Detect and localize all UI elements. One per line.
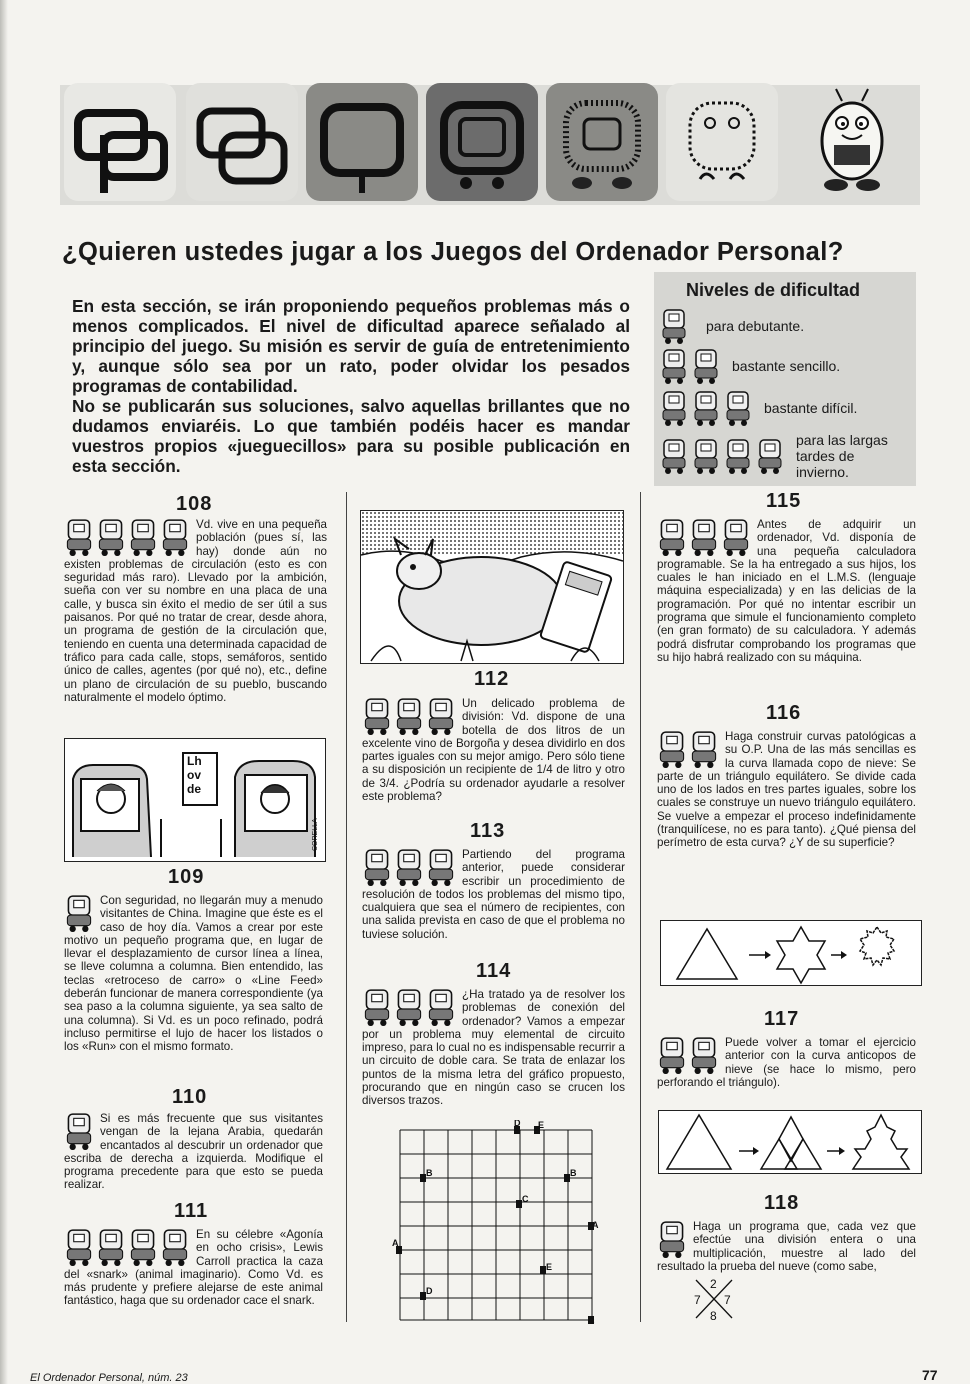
computer-bug-icon: [660, 348, 688, 384]
grid-point-label: A: [392, 1238, 399, 1248]
intro-paragraph-2: No se publicarán sus soluciones, salvo aquellas brillantes que no dudamos enviaréis. Lo que también podéis hacer es mandar vuestros propios «jueguecillos» para su posible publicación en esta sección.: [72, 396, 630, 476]
difficulty-3-icons: [657, 518, 751, 556]
problem-113-text: [362, 848, 625, 941]
problem-112-text: [362, 697, 625, 803]
computer-bug-icon: [64, 1112, 94, 1150]
computer-bug-icon: [64, 518, 94, 556]
level-4: [660, 432, 906, 480]
problem-text: Si es más frecuente que sus visitantes vengan de la lejana Arabia, quedarán encantados al descubrir un ordenador que escriba de derecha a izquierda. Modifique el programa precedente para que esto se pueda realizar.: [64, 1112, 323, 1192]
problem-110-text: [64, 1112, 323, 1192]
problem-118-number: 118: [764, 1192, 800, 1214]
problem-112-number: 112: [474, 668, 510, 690]
logo-morph-3-icon: [426, 83, 538, 201]
problem-115-text: [657, 518, 916, 664]
computer-bug-icon: [64, 894, 94, 932]
problem-109-text: [64, 894, 323, 1054]
difficulty-3-icons: [362, 988, 456, 1026]
grid-point-label: A: [592, 1220, 599, 1230]
computer-bug-icon: [689, 1036, 719, 1074]
computer-bug-icon: [660, 308, 688, 344]
computer-bug-icon: [721, 518, 751, 556]
computer-bug-icon: [657, 1036, 687, 1074]
problem-text: En su célebre «Agonía en ocho crisis», Lewis Carroll practica la caza del «snark» (animal imaginario). Como Vd. es más prudente y prefiere alejarse de este animal fantástico, haga que su ordenador cace el snark.: [64, 1228, 323, 1308]
problem-116-number: 116: [766, 702, 802, 724]
anti-snowflake-curve-figure: [658, 1110, 922, 1174]
cartoon-sign-line-1: Lh: [187, 754, 202, 768]
grid-point-label: E: [538, 1120, 545, 1130]
snark-calculator-illustration: [360, 510, 624, 664]
proof-bottom: 8: [710, 1309, 717, 1322]
column-divider: [640, 492, 641, 1322]
problem-114-number: 114: [476, 960, 512, 982]
computer-bug-icon: [657, 730, 687, 768]
computer-bug-icon: [657, 1220, 687, 1258]
computer-bug-icon: [724, 390, 752, 426]
computer-bug-icon: [394, 697, 424, 735]
difficulty-4-icons: [64, 518, 190, 556]
level-3: [660, 390, 857, 426]
grid-point-label: E: [546, 1262, 553, 1272]
difficulty-3-icons: [362, 697, 456, 735]
page-number: 77: [922, 1367, 938, 1383]
problem-110-number: 110: [172, 1086, 208, 1108]
problem-108-text: [64, 518, 327, 704]
computer-bug-icon: [657, 518, 687, 556]
logo-morph-1-icon: [186, 83, 298, 201]
proof-left: 7: [694, 1293, 701, 1307]
proof-of-nine-cross: [690, 1276, 738, 1322]
traffic-cartoon-illustration: [64, 738, 326, 862]
level-label: bastante difícil.: [764, 400, 858, 416]
problem-115-number: 115: [766, 490, 802, 512]
difficulty-1-icons: [64, 894, 94, 932]
grid-point-label: D: [426, 1286, 433, 1296]
problem-text: Haga un programa que, cada vez que efectúe una división entera o una multiplicación, muestre al lado del resultado la prueba del nueve (como sabe,: [657, 1220, 916, 1273]
cartoon-sign-line-2: ov: [187, 768, 202, 782]
problem-111-number: 111: [174, 1200, 209, 1222]
grid-point-label: D: [514, 1120, 521, 1128]
problem-text: Con seguridad, no llegarán muy a menudo visitantes de China. Imagine que éste es el caso de hoy día. Vamos a crear por este motivo un pequeño programa que, en lugar de llevar el desplazamiento de cursor línea a línea, se lleve columna a columna. Bien entendido, las teclas «retroceso de carro» o «Line Feed» deberán funcionar de manera correspondiente (ya sea paso a la columna siguiente, ya sea salto de una columna). Si Vd. es un poco refinado, podrá incluso permitirse el lujo de hacer los listados o los «Run» con el mismo formato.: [64, 894, 323, 1054]
computer-bug-icon: [660, 438, 688, 474]
problem-114-text: [362, 988, 625, 1108]
cartoon-sign-line-3: de: [187, 782, 202, 796]
problem-116-text: [657, 730, 916, 850]
problem-text: Antes de adquirir un ordenador, Vd. disponía de una pequeña calculadora programable. Se la ha entregado a sus hijos, los cuales le han iniciado en el L.M.S. (lenguaje máquina especializada) y en las delicias de la programación. Por qué no intentar escribir un programa que simule el funcionamiento completo (en gran formato) de su calculadora. Y además podrá disfrutar comprobando los programas que su hijo habrá realizado con su máquina.: [657, 518, 916, 664]
problem-109-number: 109: [168, 866, 205, 888]
problem-113-number: 113: [470, 820, 506, 842]
intro-paragraph-1: En esta sección, se irán proponiendo pequeños problemas más o menos complicados. El nivel de dificultad aparece señalado al principio del juego. Su misión es servir de guía de entretenimiento y, aunque sólo sea por un rato, poder olvidar los pesados programas de contabilidad.: [72, 296, 630, 396]
computer-bug-icon: [160, 1228, 190, 1266]
computer-bug-icon: [362, 697, 392, 735]
logo-robot-mascot-icon: [796, 83, 908, 201]
logo-morph-4-icon: [546, 83, 658, 201]
level-label: para las largas tardes de invierno.: [796, 432, 888, 480]
computer-bug-icon: [692, 438, 720, 474]
computer-bug-icon: [426, 848, 456, 886]
grid-point-label: B: [426, 1168, 433, 1178]
proof-top: 2: [710, 1277, 717, 1291]
computer-bug-icon: [426, 988, 456, 1026]
page-title: ¿Quieren ustedes jugar a los Juegos del Ordenador Personal?: [62, 238, 844, 266]
cartoon-signature: CORELLA: [312, 818, 319, 851]
intro-text: [72, 296, 630, 476]
logo-morph-5-icon: [666, 83, 778, 201]
logo-morph-2-icon: [306, 83, 418, 201]
computer-bug-icon: [362, 848, 392, 886]
difficulty-2-icons: [657, 1036, 719, 1074]
page-binding-shadow: [0, 0, 8, 1384]
level-label: bastante sencillo.: [732, 358, 841, 374]
circuit-grid-figure: [392, 1120, 602, 1326]
problem-text: Vd. vive en una pequeña población (pues sí, las hay) donde aún no existen problemas de circulación (esto es con seguridad más raro). Llevado por la ambición, sueña con ver su nombre en una placa de una calle, y busca sin éxito el medio de ser útil a sus paisanos. Por qué no tratar de crear, desde ahora, un programa de gestión de la circulación que, teniendo en cuenta una determinada capacidad de tráfico para cada calle, stops, semáforos, sentido único de calles, agentes (por qué no), etc., define un plano de circulación de su pueblo, buscando naturalmente el modelo óptimo.: [64, 518, 327, 704]
snowflake-curve-figure: [660, 920, 922, 986]
difficulty-4-icons: [64, 1228, 190, 1266]
grid-point-label: C: [522, 1194, 529, 1204]
computer-bug-icon: [96, 518, 126, 556]
computer-bug-icon: [692, 348, 720, 384]
level-label: para debutante.: [706, 318, 805, 334]
computer-bug-icon: [64, 1228, 94, 1266]
problem-text: Partiendo del programa anterior, puede considerar escribir un procedimiento de resolución de todos los problemas del mismo tipo, cualquiera que sea el número de recipientes, con una salida prevista en caso de que el problema no tuviese solución.: [362, 848, 625, 941]
computer-bug-icon: [426, 697, 456, 735]
problem-text: Puede volver a tomar el ejercicio anterior con la curva anticopos de nieve (se hace lo mismo, pero perforando el triángulo).: [657, 1036, 916, 1089]
footer-magazine-name: El Ordenador Personal, núm. 23: [30, 1372, 188, 1384]
logo-op-icon: [64, 83, 176, 201]
difficulty-3-icons: [362, 848, 456, 886]
problem-108-number: 108: [176, 493, 213, 515]
computer-bug-icon: [362, 988, 392, 1026]
problem-111-text: [64, 1228, 323, 1308]
problem-118-text: [657, 1220, 916, 1273]
computer-bug-icon: [160, 518, 190, 556]
computer-bug-icon: [394, 988, 424, 1026]
computer-bug-icon: [689, 730, 719, 768]
computer-bug-icon: [128, 1228, 158, 1266]
difficulty-1-icons: [64, 1112, 94, 1150]
computer-bug-icon: [96, 1228, 126, 1266]
column-divider: [346, 492, 347, 1322]
computer-bug-icon: [394, 848, 424, 886]
computer-bug-icon: [128, 518, 158, 556]
problem-text: Haga construir curvas patológicas a su O.P. Una de las más sencillas es la curva llamada copo de nieve: Se parte de un triángulo equilátero. Se divide cada uno de los lados en tres partes iguales, sobre los cuales se construye un nuevo triángulo equilátero. Se vuelve a empezar el proceso indefinidamente (tranquilícese, no es para tanto). ¿Qué piensa del perímetro de esta curva? ¿Y de su superficie?: [657, 730, 916, 850]
computer-bug-icon: [756, 438, 784, 474]
problem-text: ¿Ha tratado ya de resolver los problemas de conexión del ordenador? Vamos a empezar por un problema muy elemental de circuito impreso, para lo cual no es indispensable recurrir a un circuito de doble cara. Se trata de enlazar los puntos de la misma letra del gráfico propuesto, procurando que en ningún caso se crucen los diversos trazos.: [362, 988, 625, 1108]
difficulty-2-icons: [657, 730, 719, 768]
computer-bug-icon: [689, 518, 719, 556]
difficulty-1-icons: [657, 1220, 687, 1258]
proof-right: 7: [724, 1293, 731, 1307]
grid-point-label: C: [588, 1316, 595, 1326]
problem-117-number: 117: [764, 1008, 800, 1030]
problem-117-text: [657, 1036, 916, 1089]
levels-title: Niveles de dificultad: [686, 280, 861, 300]
computer-bug-icon: [692, 390, 720, 426]
computer-bug-icon: [660, 390, 688, 426]
level-1: [660, 308, 804, 344]
computer-bug-icon: [724, 438, 752, 474]
level-2: [660, 348, 840, 384]
grid-point-label: B: [570, 1168, 577, 1178]
problem-text: Un delicado problema de división: Vd. dispone de una botella de dos litros de un excelente vino de Borgoña y desea dividirlo en dos partes iguales con su mejor amigo. Pero sólo tiene a su disposición un recipiente de 1/4 de litro y otro de 3/4. ¿Podría su ordenador ayudarle a resolver este problema?: [362, 697, 625, 804]
